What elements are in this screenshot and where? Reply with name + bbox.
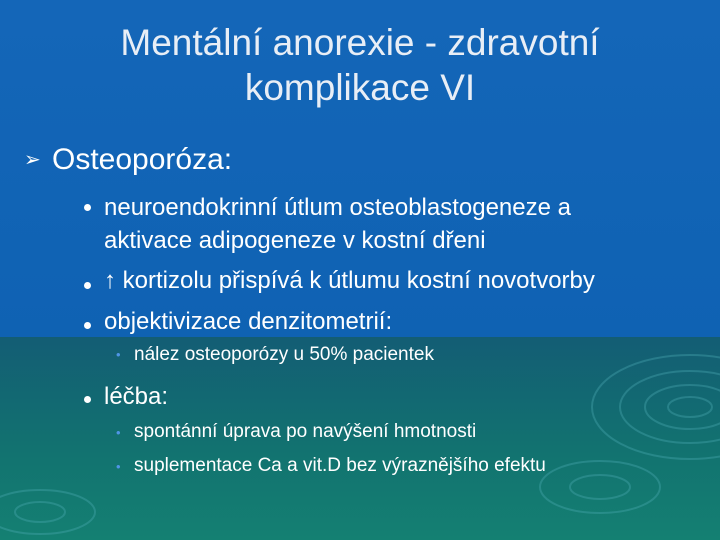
list-item-1-line-2: aktivace adipogeneze v kostní dřeni <box>104 227 486 254</box>
sub-bullet-icon: • <box>116 459 121 474</box>
arrow-bullet-icon: ➢ <box>24 149 41 171</box>
sub-bullet-icon: • <box>116 347 121 362</box>
sub-bullet-icon: • <box>116 425 121 440</box>
list-item-1-line-1: neuroendokrinní útlum osteoblastogeneze a <box>104 194 571 221</box>
slide-title <box>60 20 660 110</box>
list-item-2: ↑ kortizolu přispívá k útlumu kostní novotvorby <box>104 267 595 294</box>
bullet-dot-icon <box>84 396 91 403</box>
section-heading <box>24 142 232 178</box>
title-line-2: komplikace VI <box>244 67 476 108</box>
list-item-3: objektivizace denzitometrií: <box>104 308 393 335</box>
bullet-dot-icon <box>84 204 91 211</box>
list-item-4: léčba: <box>104 383 169 410</box>
title-line-1: Mentální anorexie - zdravotní <box>120 22 600 63</box>
bullet-dot-icon <box>84 322 91 329</box>
bullet-dot-icon <box>84 282 91 289</box>
section-label: Osteoporóza: <box>52 143 233 176</box>
list-item-4-sub-1: spontánní úprava po navýšení hmotnosti <box>134 421 477 442</box>
list-item-3-sub-1: nález osteoporózy u 50% pacientek <box>134 344 434 365</box>
list-item-4-sub-2: suplementace Ca a vit.D bez výraznějšího efektu <box>134 455 546 476</box>
